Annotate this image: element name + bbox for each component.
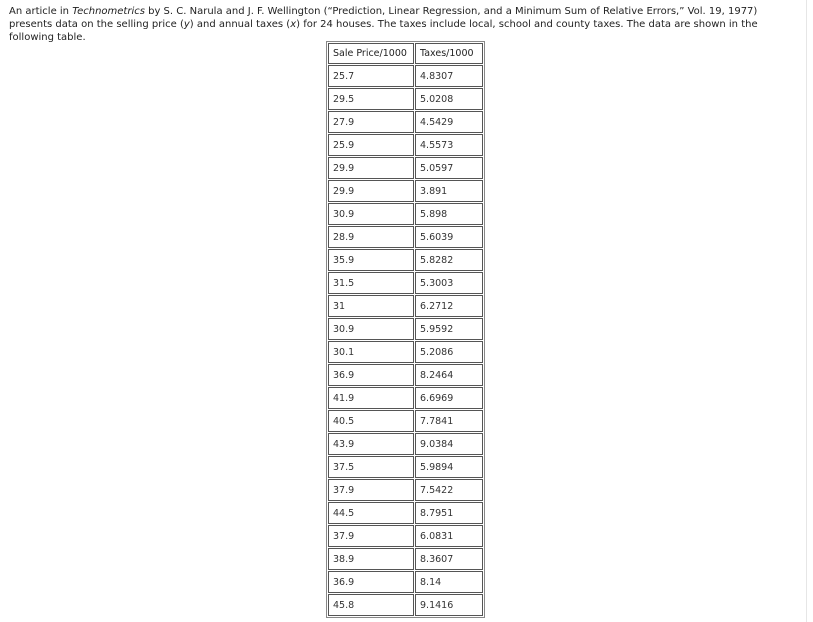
- sale-price-cell: 37.9: [328, 479, 414, 501]
- table-row: [328, 410, 483, 432]
- table-row: [328, 479, 483, 501]
- table-row: [328, 226, 483, 248]
- taxes-cell: 5.8282: [415, 249, 483, 271]
- intro-text-3: ) and annual taxes (: [189, 19, 291, 30]
- sale-price-cell: 37.5: [328, 456, 414, 478]
- taxes-cell: 4.8307: [415, 65, 483, 87]
- sale-price-cell: 36.9: [328, 571, 414, 593]
- taxes-cell: 5.898: [415, 203, 483, 225]
- table-row: [328, 525, 483, 547]
- table-row: [328, 203, 483, 225]
- taxes-cell: 5.3003: [415, 272, 483, 294]
- sale-price-cell: 35.9: [328, 249, 414, 271]
- sale-price-cell: 27.9: [328, 111, 414, 133]
- sale-price-cell: 31.5: [328, 272, 414, 294]
- taxes-cell: 6.2712: [415, 295, 483, 317]
- journal-name: Technometrics: [72, 6, 145, 17]
- taxes-cell: 8.3607: [415, 548, 483, 570]
- taxes-cell: 5.0597: [415, 157, 483, 179]
- taxes-cell: 4.5429: [415, 111, 483, 133]
- table-body: [328, 65, 483, 616]
- table-row: [328, 341, 483, 363]
- house-data-table: [326, 41, 485, 618]
- table-row: [328, 456, 483, 478]
- sale-price-cell: 43.9: [328, 433, 414, 455]
- taxes-cell: 7.5422: [415, 479, 483, 501]
- header-sale-price: Sale Price/1000: [328, 43, 414, 64]
- table-row: [328, 272, 483, 294]
- sale-price-cell: 28.9: [328, 226, 414, 248]
- table-row: [328, 364, 483, 386]
- table-row: [328, 249, 483, 271]
- sale-price-cell: 44.5: [328, 502, 414, 524]
- sale-price-cell: 30.9: [328, 318, 414, 340]
- table-row: [328, 180, 483, 202]
- sale-price-cell: 29.5: [328, 88, 414, 110]
- table-row: [328, 295, 483, 317]
- taxes-cell: 5.9894: [415, 456, 483, 478]
- sale-price-cell: 31: [328, 295, 414, 317]
- y-variable: y: [183, 19, 190, 30]
- taxes-cell: 9.1416: [415, 594, 483, 616]
- sale-price-cell: 29.9: [328, 157, 414, 179]
- taxes-cell: 5.2086: [415, 341, 483, 363]
- sale-price-cell: 30.1: [328, 341, 414, 363]
- sale-price-cell: 36.9: [328, 364, 414, 386]
- table-row: [328, 134, 483, 156]
- table-row: [328, 502, 483, 524]
- table-row: [328, 65, 483, 87]
- intro-text-1: An article in: [9, 6, 73, 17]
- taxes-cell: 9.0384: [415, 433, 483, 455]
- taxes-cell: 8.14: [415, 571, 483, 593]
- intro-text-2: by S. C. Narula and J. F. Wellington (“Prediction, Linear Regression, and a Minimum Sum of Relative Errors,” Vol. 19, 1977) presents data on the selling price (: [9, 6, 758, 30]
- table-row: [328, 594, 483, 616]
- taxes-cell: 5.9592: [415, 318, 483, 340]
- taxes-cell: 5.0208: [415, 88, 483, 110]
- taxes-cell: 3.891: [415, 180, 483, 202]
- table-row: [328, 88, 483, 110]
- sale-price-cell: 29.9: [328, 180, 414, 202]
- taxes-cell: 8.7951: [415, 502, 483, 524]
- intro-paragraph: [9, 5, 799, 44]
- sale-price-cell: 25.7: [328, 65, 414, 87]
- sale-price-cell: 30.9: [328, 203, 414, 225]
- table-header-row: [328, 43, 483, 64]
- sale-price-cell: 38.9: [328, 548, 414, 570]
- x-variable: x: [290, 19, 297, 30]
- intro-text-4: ) for 24 houses. The taxes include local, school and county taxes. The data are shown in the following table.: [9, 19, 758, 43]
- taxes-cell: 4.5573: [415, 134, 483, 156]
- taxes-cell: 5.6039: [415, 226, 483, 248]
- header-taxes: Taxes/1000: [415, 43, 483, 64]
- page-edge-divider: [806, 0, 807, 622]
- sale-price-cell: 40.5: [328, 410, 414, 432]
- sale-price-cell: 45.8: [328, 594, 414, 616]
- taxes-cell: 6.6969: [415, 387, 483, 409]
- table-row: [328, 157, 483, 179]
- sale-price-cell: 25.9: [328, 134, 414, 156]
- sale-price-cell: 41.9: [328, 387, 414, 409]
- sale-price-cell: 37.9: [328, 525, 414, 547]
- table-row: [328, 571, 483, 593]
- taxes-cell: 8.2464: [415, 364, 483, 386]
- table-row: [328, 433, 483, 455]
- taxes-cell: 6.0831: [415, 525, 483, 547]
- table-row: [328, 111, 483, 133]
- table-row: [328, 548, 483, 570]
- table-row: [328, 387, 483, 409]
- table-row: [328, 318, 483, 340]
- taxes-cell: 7.7841: [415, 410, 483, 432]
